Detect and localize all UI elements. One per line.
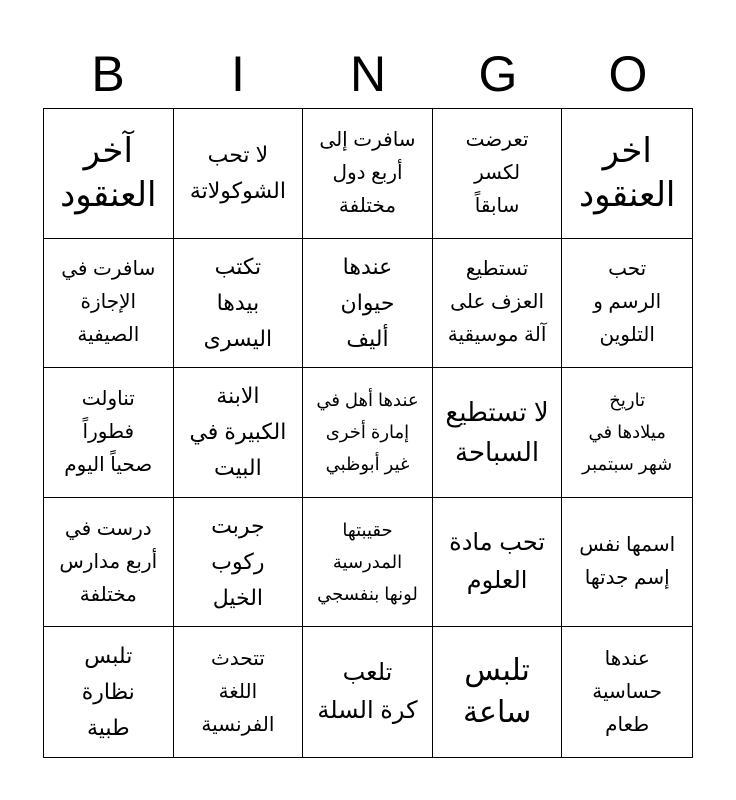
bingo-board [43,108,693,758]
cell-text: تحب مادة العلوم [449,529,546,595]
cell-text: جربت ركوب الخيل [211,513,265,611]
bingo-cell[interactable] [303,239,433,369]
bingo-cell[interactable] [562,368,692,498]
bingo-cell[interactable] [433,627,563,757]
bingo-cell[interactable] [303,627,433,757]
bingo-cell[interactable] [303,109,433,239]
bingo-cell[interactable] [44,498,174,628]
cell-text: سافرت في الإجازة الصيفية [61,258,156,347]
cell-text: لا تستطيع السباحة [445,397,549,468]
bingo-cell[interactable] [303,498,433,628]
cell-text: تلعب كرة السلة [317,659,418,725]
cell-text: تحب الرسم و التلوين [593,258,662,347]
cell-text: سافرت إلى أربع دول مختلفة [319,128,416,217]
header-letter-i: I [231,46,245,102]
header-letter-b: B [91,46,125,102]
cell-text: عندها حيوان أليف [340,253,395,351]
cell-text: تتحدث اللغة الفرنسية [201,647,275,736]
bingo-cell[interactable] [433,239,563,369]
bingo-cell[interactable] [433,368,563,498]
cell-text: تناولت فطوراً صحياً اليوم [64,387,153,476]
bingo-cell[interactable] [174,109,304,239]
cell-text: حقيبتها المدرسية لونها بنفسجي [317,520,418,605]
bingo-cell[interactable] [44,239,174,369]
bingo-cell[interactable] [562,498,692,628]
header-letter-o: O [608,46,648,102]
header-letter-g: G [478,46,518,102]
cell-text: تكتب بيدها اليسرى [203,253,273,351]
bingo-cell[interactable] [562,239,692,369]
bingo-cell[interactable] [303,368,433,498]
cell-text: عندها أهل في إمارة أخرى غير أبوظبي [316,390,419,475]
cell-text: تعرضت لكسر سابقاً [465,128,529,217]
bingo-cell[interactable] [562,627,692,757]
cell-text: درست في أربع مدارس مختلفة [59,517,158,606]
bingo-cell[interactable] [174,627,304,757]
bingo-cell[interactable] [44,627,174,757]
bingo-header [43,40,693,108]
bingo-cell[interactable] [433,109,563,239]
bingo-cell[interactable] [174,498,304,628]
cell-text: عندها حساسية طعام [592,647,663,736]
cell-text: تلبس ساعة [462,654,532,730]
bingo-cell[interactable] [44,109,174,239]
header-letter-n: N [349,46,387,102]
cell-text: الابنة الكبيرة في البيت [189,383,287,481]
cell-text: تلبس نظارة طبية [81,643,135,741]
cell-text: اخر العنقود [579,132,676,215]
cell-text: آخر العنقود [60,132,157,215]
cell-text: تاريخ ميلادها في شهر سبتمبر [582,390,673,475]
bingo-cell[interactable] [174,239,304,369]
bingo-cell[interactable] [562,109,692,239]
bingo-cell[interactable] [44,368,174,498]
bingo-cell[interactable] [433,498,563,628]
bingo-cell[interactable] [174,368,304,498]
cell-text: اسمها نفس إسم جدتها [579,534,676,590]
cell-text: لا تحب الشوكولاتة [189,142,286,204]
cell-text: تستطيع العزف على آلة موسيقية [447,258,547,347]
